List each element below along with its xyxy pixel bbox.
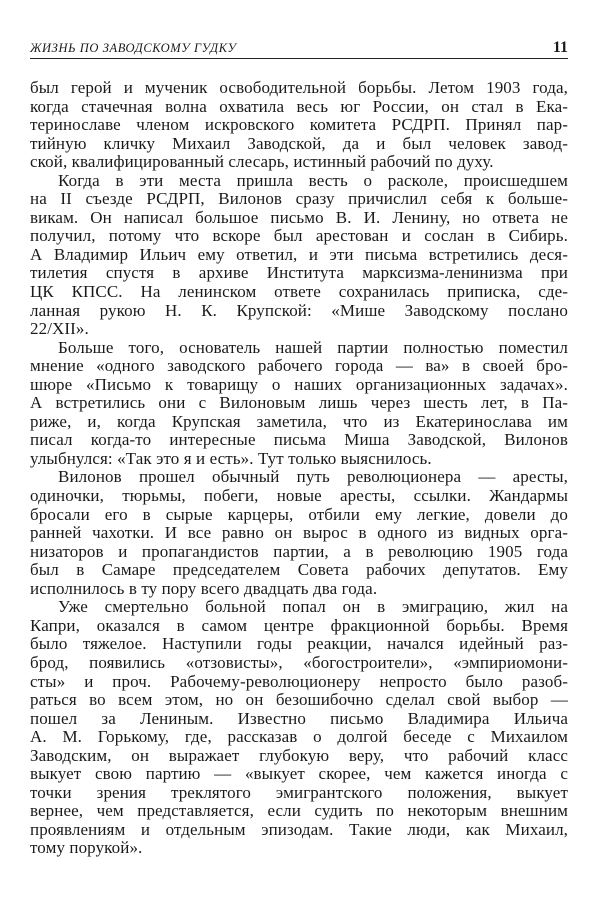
running-title: ЖИЗНЬ ПО ЗАВОДСКОМУ ГУДКУ [30,41,237,55]
page-number: 11 [552,39,568,56]
text-line: А Владимир Ильич ему ответил, и эти письма встретились деся- [30,244,568,264]
paragraph [30,339,568,469]
page-body-text [30,79,568,858]
text-line: сты» и проч. Рабочему-революционеру непросто было разоб- [30,671,568,691]
text-line: исполнилось в ту пору всего двадцать два года. [30,578,378,598]
text-line: тому порукой». [30,838,143,858]
text-line: точки зрения треклятого эмигрантского положения, выкует [30,782,568,802]
text-line: писал когда-то интересные письма Миша Заводской, Вилонов [30,430,568,450]
text-line: риже, и, когда Крупская заметила, что из Екатеринослава им [30,411,568,431]
text-line: был в Самаре председателем Совета рабочих депутатов. Ему [30,560,568,580]
text-line: пошел за Лениным. Известно письмо Владимира Ильича [30,708,568,728]
text-line: ской, квалифицированный слесарь, истинный рабочий по духу. [30,152,494,172]
text-line: получил, потому что вскоре был арестован и сослан в Сибирь. [30,226,568,246]
text-line: одиночки, тюрьмы, побеги, новые аресты, ссылки. Жандармы [30,486,568,506]
text-line: Заводским, он выражает глубокую веру, что рабочий класс [30,745,568,765]
text-line: А встретились они с Вилоновым лишь через шесть лет, в Па- [30,393,568,413]
paragraph [30,172,568,339]
running-header [30,38,568,59]
text-line: мнение «одного заводского рабочего города — ва» в своей бро- [30,356,568,376]
text-line: улыбнулся: «Так это я и есть». Тут только выяснилось. [30,448,432,468]
text-line: был герой и мученик освободительной борьбы. Летом 1903 года, [30,78,568,97]
text-line: проявлениям и отдельным эпизодам. Такие люди, как Михаил, [30,819,568,839]
text-line: раться во всем этом, но он безошибочно сделал свой выбор — [30,690,568,710]
text-line: вернее, чем представляется, если судить по некоторым внешним [30,801,568,821]
text-line: 22/XII». [30,319,89,339]
text-line: было тяжелое. Наступили годы реакции, начался идейный раз- [30,634,568,654]
text-line: Больше того, основатель нашей партии полностью поместил [58,337,568,357]
text-line: на II съезде РСДРП, Вилонов сразу причислил себя к больше- [30,189,568,209]
text-line: Когда в эти места пришла весть о расколе, происшедшем [58,170,568,190]
text-line: выкует свою партию — «выкует скорее, чем кажется иногда с [30,764,568,784]
text-line: теринославе членом искровского комитета РСДРП. Принял пар- [30,115,568,135]
text-line: тийную кличку Михаил Заводской, да и был человек завод- [30,133,568,153]
text-line: низаторов и пропагандистов партии, а в революцию 1905 года [30,541,568,561]
text-line: брод, появились «отзовисты», «богостроители», «эмпириомони- [30,652,568,672]
text-line: тилетия спустя в архиве Института марксизма-ленинизма при [30,263,568,283]
text-line: Капри, оказался в самом центре фракционной борьбы. Время [30,615,568,635]
text-line: Вилонов прошел обычный путь революционера — аресты, [58,467,568,487]
text-line: А. М. Горькому, где, рассказав о долгой беседе с Михаилом [30,727,568,747]
text-line: когда стачечная волна охватила весь юг России, он стал в Ека- [30,96,568,116]
text-line: викам. Он написал большое письмо В. И. Ленину, но ответа не [30,207,568,227]
text-line: Уже смертельно больной попал он в эмиграцию, жил на [58,597,568,617]
text-line: ЦК КПСС. На ленинском ответе сохранилась приписка, сде- [30,282,568,302]
text-line: шюре «Письмо к товарищу о наших организационных задачах». [30,374,568,394]
paragraph [30,598,568,858]
text-line: ланная рукою Н. К. Крупской: «Мише Заводскому послано [30,300,568,320]
paragraph [30,468,568,598]
text-line: бросали его в сырые карцеры, отбили ему легкие, довели до [30,504,568,524]
text-line: ранней чахотки. И все равно он вырос в одного из видных орга- [30,523,568,543]
paragraph [30,79,568,172]
